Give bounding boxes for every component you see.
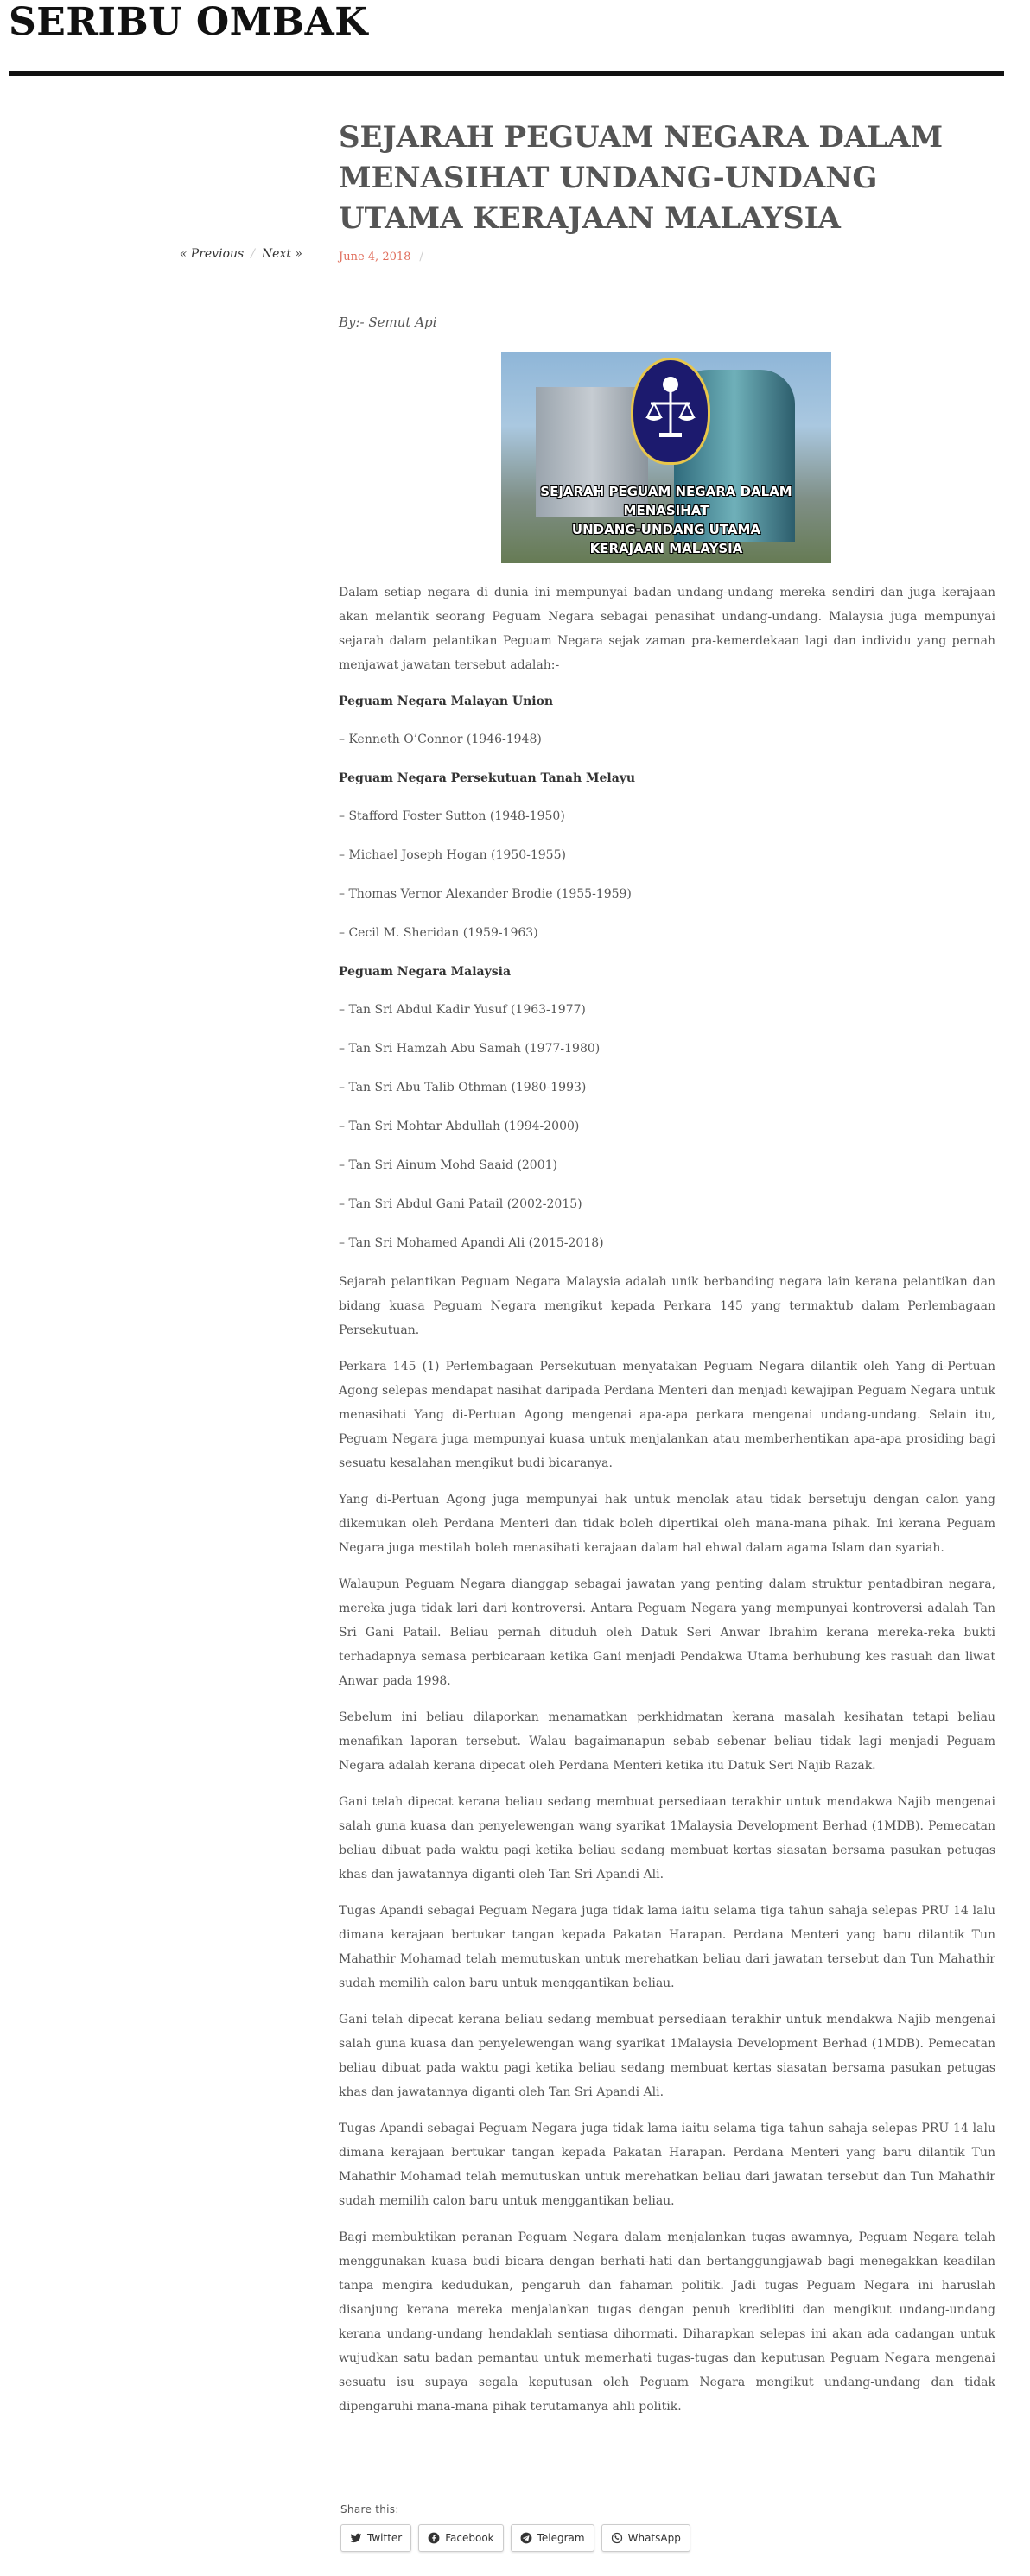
body-paragraph: Sebelum ini beliau dilaporkan menamatkan perkhidmatan kerana masalah kesihatan tetapi beliau menafikan laporan tersebut. Walau bagaimanapun sebab sebenar beliau tidak lagi menjadi Peguam Negara adalah kerana dipecat oleh Perdana Menteri ketika itu Datuk Seri Najib Razak. bbox=[339, 1710, 995, 1773]
share-whatsapp-label: WhatsApp bbox=[627, 2532, 681, 2544]
list-item: – Tan Sri Mohtar Abdullah (1994-2000) bbox=[339, 1120, 580, 1133]
telegram-icon bbox=[520, 2532, 532, 2544]
list-item: – Tan Sri Hamzah Abu Samah (1977-1980) bbox=[339, 1042, 601, 1056]
post-byline: By:- Semut Api bbox=[339, 314, 437, 330]
list-item: – Tan Sri Abdul Kadir Yusuf (1963-1977) bbox=[339, 1003, 586, 1017]
share-facebook-button[interactable] bbox=[418, 2524, 503, 2552]
share-twitter-button[interactable] bbox=[340, 2524, 411, 2552]
intro-paragraph: Dalam setiap negara di dunia ini mempunyai badan undang-undang mereka sendiri dan juga kerajaan akan melantik seorang Peguam Negara sebagai penasihat undang-undang. Malaysia juga mempunyai sejarah dalam pelantikan Peguam Negara sejak zaman pra-kemerdekaan lagi dan individu yang pernah menjawat jawatan tersebut adalah:- bbox=[339, 586, 995, 672]
share-telegram-button[interactable] bbox=[511, 2524, 594, 2552]
image-caption-line: UNDANG-UNDANG UTAMA bbox=[571, 522, 761, 537]
share-label: Share this: bbox=[340, 2503, 399, 2516]
post-date[interactable]: June 4, 2018 bbox=[339, 251, 411, 263]
share-telegram-label: Telegram bbox=[537, 2532, 585, 2544]
featured-image bbox=[501, 352, 831, 563]
section-heading-malaysia: Peguam Negara Malaysia bbox=[339, 965, 512, 979]
meta-separator: / bbox=[419, 251, 423, 263]
post-title: SEJARAH PEGUAM NEGARA DALAM MENASIHAT UNDANG-UNDANG UTAMA KERAJAAN MALAYSIA bbox=[339, 120, 944, 236]
list-item: – Tan Sri Ainum Mohd Saaid (2001) bbox=[339, 1158, 557, 1172]
agc-emblem-icon bbox=[631, 358, 710, 465]
share-section bbox=[340, 2503, 690, 2552]
post-meta bbox=[339, 251, 423, 263]
image-caption-line: SEJARAH PEGUAM NEGARA DALAM MENASIHAT bbox=[540, 484, 792, 518]
body-paragraph: Walaupun Peguam Negara dianggap sebagai jawatan yang penting dalam struktur pentadbiran negara, mereka juga tidak lari dari kontroversi. Antara Peguam Negara yang mempunyai kontroversi adalah Tan Sri Gani Patail. Beliau pernah dituduh oleh Datuk Seri Anwar Ibrahim kerana mereka-reka bukti terhadapnya semasa perbicaraan ketika Gani menjadi Pendakwa Utama berhubung kes rasuah dan liwat Anwar pada 1998. bbox=[339, 1577, 995, 1688]
list-item: – Stafford Foster Sutton (1948-1950) bbox=[339, 809, 565, 823]
next-post-link[interactable]: Next » bbox=[261, 247, 302, 261]
previous-post-link[interactable]: « Previous bbox=[179, 247, 245, 261]
list-item: – Tan Sri Mohamed Apandi Ali (2015-2018) bbox=[339, 1236, 604, 1250]
list-item: – Tan Sri Abu Talib Othman (1980-1993) bbox=[339, 1081, 587, 1094]
section-heading-persekutuan: Peguam Negara Persekutuan Tanah Melayu bbox=[339, 771, 636, 785]
share-twitter-label: Twitter bbox=[367, 2532, 403, 2544]
body-paragraph: Gani telah dipecat kerana beliau sedang membuat persediaan terakhir untuk mendakwa Najib mengenai salah guna kuasa dan penyelewengan wang syarikat 1Malaysia Development Berhad (1MDB). Pemecatan beliau dibuat pada waktu pagi ketika beliau sedang membuat kertas siasatan bersama pasukan petugas khas dan jawatannya diganti oleh Tan Sri Apandi Ali. bbox=[339, 1795, 995, 1881]
image-caption-line: KERAJAAN MALAYSIA bbox=[589, 541, 743, 556]
nav-separator: / bbox=[251, 247, 255, 261]
list-item: – Thomas Vernor Alexander Brodie (1955-1959) bbox=[339, 887, 632, 901]
body-paragraph: Sejarah pelantikan Peguam Negara Malaysia adalah unik berbanding negara lain kerana pelantikan dan bidang kuasa Peguam Negara mengikut kepada Perkara 145 yang termaktub dalam Perlembagaan Persekutuan. bbox=[339, 1275, 995, 1337]
post-content bbox=[339, 581, 995, 2431]
share-facebook-label: Facebook bbox=[445, 2532, 494, 2544]
body-paragraph: Yang di-Pertuan Agong juga mempunyai hak untuk menolak atau tidak bersetuju dengan calon yang dikemukan oleh Perdana Menteri dan tidak boleh dipertikai oleh mana-mana pihak. Ini kerana Peguam Negara juga mestilah boleh menasihati kerajaan dalam hal ehwal dalam agama Islam dan syariah. bbox=[339, 1493, 995, 1555]
facebook-icon bbox=[428, 2532, 440, 2544]
list-item: – Cecil M. Sheridan (1959-1963) bbox=[339, 926, 538, 940]
section-heading-union: Peguam Negara Malayan Union bbox=[339, 695, 554, 708]
whatsapp-icon bbox=[611, 2532, 623, 2544]
body-paragraph: Bagi membuktikan peranan Peguam Negara dalam menjalankan tugas awamnya, Peguam Negara telah menggunakan kuasa budi bicara dengan berhati-hati dan bertanggungjawab bagi menegakkan keadilan tanpa mengira kedudukan, pengaruh dan fahaman politik. Jadi tugas Peguam Negara ini haruslah disanjung kerana mereka menjalankan tugas dengan penuh kredibliti dan mengikut undang-undang kerana undang-undang hendaklah sentiasa dihormati. Diharapkan selepas ini akan ada cadangan untuk wujudkan satu badan pemantau untuk memerhati tugas-tugas dan keputusan Peguam Negara mengenai sesuatu isu supaya segala keputusan oleh Peguam Negara mengikut undang-undang dan tidak dipengaruhi mana-mana pihak terutamanya ahli politik. bbox=[339, 2230, 995, 2414]
body-paragraph: Gani telah dipecat kerana beliau sedang membuat persediaan terakhir untuk mendakwa Najib mengenai salah guna kuasa dan penyelewengan wang syarikat 1Malaysia Development Berhad (1MDB). Pemecatan beliau dibuat pada waktu pagi ketika beliau sedang membuat kertas siasatan bersama pasukan petugas khas dan jawatannya diganti oleh Tan Sri Apandi Ali. bbox=[339, 2013, 995, 2099]
body-paragraph: Tugas Apandi sebagai Peguam Negara juga tidak lama iaitu selama tiga tahun sahaja selepas PRU 14 lalu dimana kerajaan bertukar tangan kepada Pakatan Harapan. Perdana Menteri yang baru dilantik Tun Mahathir Mohamad telah memutuskan untuk merehatkan beliau dari jawatan tersebut dan Tun Mahathir sudah memilih calon baru untuk menggantikan beliau. bbox=[339, 2122, 995, 2208]
share-whatsapp-button[interactable] bbox=[601, 2524, 690, 2552]
list-item: – Tan Sri Abdul Gani Patail (2002-2015) bbox=[339, 1197, 582, 1211]
body-paragraph: Tugas Apandi sebagai Peguam Negara juga tidak lama iaitu selama tiga tahun sahaja selepas PRU 14 lalu dimana kerajaan bertukar tangan kepada Pakatan Harapan. Perdana Menteri yang baru dilantik Tun Mahathir Mohamad telah memutuskan untuk merehatkan beliau dari jawatan tersebut dan Tun Mahathir sudah memilih calon baru untuk menggantikan beliau. bbox=[339, 1904, 995, 1990]
site-title[interactable]: SERIBU OMBAK bbox=[9, 0, 368, 44]
body-paragraph: Perkara 145 (1) Perlembagaan Persekutuan menyatakan Peguam Negara dilantik oleh Yang di-Pertuan Agong selepas mendapat nasihat daripada Perdana Menteri dan menjadi kewajipan Peguam Negara untuk menasihati Yang di-Pertuan Agong mengenai apa-apa perkara mengenai undang-undang. Selain itu, Peguam Negara juga mempunyai kuasa untuk menjalankan atau memberhentikan apa-apa prosiding bagi sesuatu kesalahan mengikut budi bicaranya. bbox=[339, 1360, 995, 1470]
twitter-icon bbox=[350, 2532, 362, 2544]
list-item: – Michael Joseph Hogan (1950-1955) bbox=[339, 848, 566, 862]
share-buttons bbox=[340, 2524, 690, 2552]
image-caption bbox=[501, 482, 831, 558]
header-divider bbox=[9, 71, 1004, 76]
post-navigation bbox=[164, 247, 302, 261]
list-item: – Kenneth O’Connor (1946-1948) bbox=[339, 733, 542, 746]
